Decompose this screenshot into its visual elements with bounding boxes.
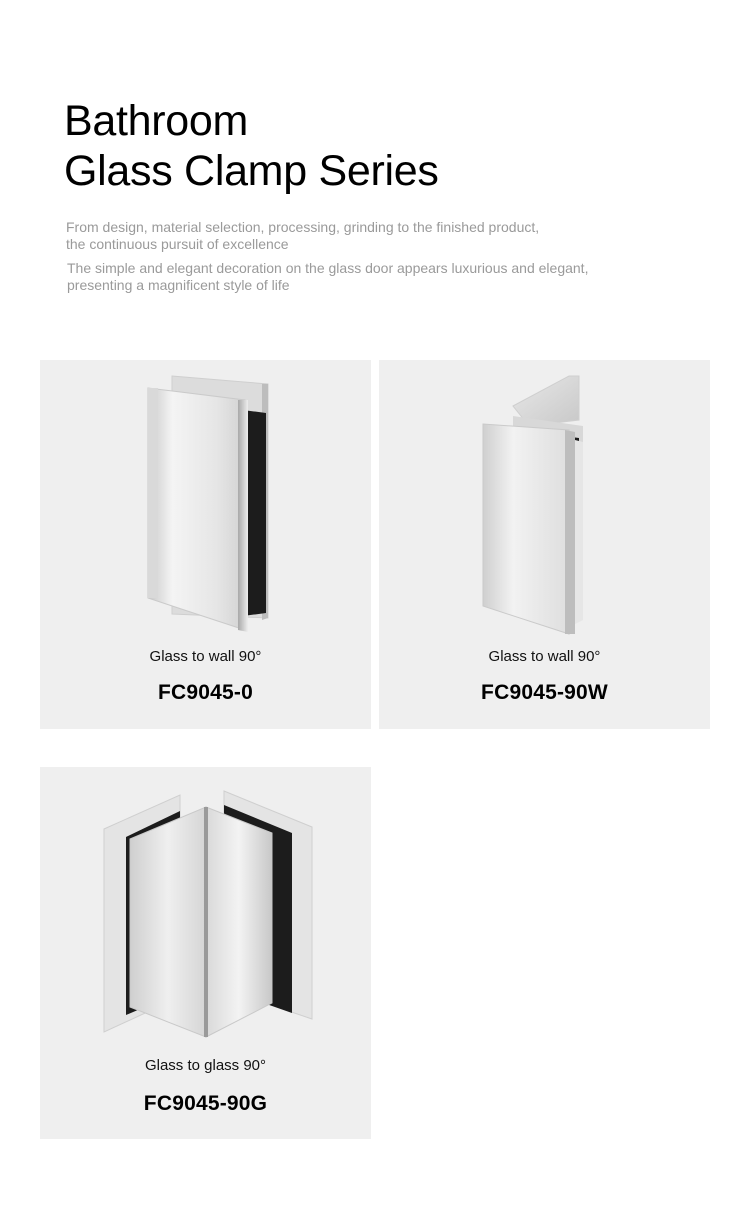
product-card-fc9045-0[interactable] <box>40 360 371 729</box>
description-1 <box>66 219 539 253</box>
product-image-glass-clamp <box>40 360 371 640</box>
product-image-glass-clamp <box>379 360 710 640</box>
description-2 <box>67 260 588 294</box>
title-line-2: Glass Clamp Series <box>64 147 439 195</box>
product-caption: Glass to wall 90° <box>149 648 262 665</box>
product-image-glass-clamp <box>40 767 371 1052</box>
product-caption: Glass to wall 90° <box>488 648 601 665</box>
page-title <box>64 96 439 196</box>
product-card-fc9045-90w[interactable] <box>379 360 710 729</box>
description-1-line-1: From design, material selection, processing, grinding to the finished product, <box>66 219 540 235</box>
product-caption: Glass to glass 90° <box>144 1057 267 1074</box>
product-card-fc9045-90g[interactable] <box>40 767 371 1139</box>
product-model: FC9045-90G <box>143 1092 268 1115</box>
product-model: FC9045-90W <box>481 681 608 704</box>
description-2-line-1: The simple and elegant decoration on the glass door appears luxurious and elegant, <box>67 260 589 276</box>
product-model: FC9045-0 <box>158 681 253 704</box>
title-line-1: Bathroom <box>64 97 249 145</box>
description-1-line-2: the continuous pursuit of excellence <box>66 236 289 252</box>
description-2-line-2: presenting a magnificent style of life <box>67 277 290 293</box>
